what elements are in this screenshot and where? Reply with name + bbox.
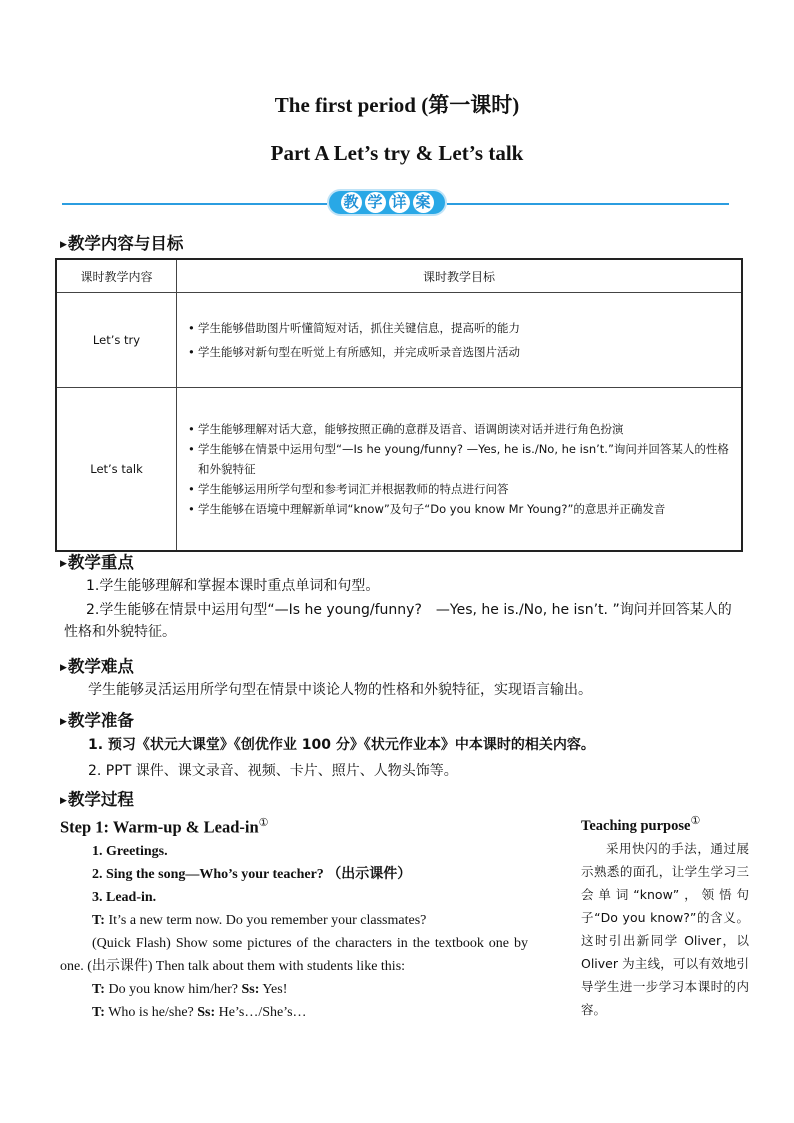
table-cell-goals (177, 388, 743, 552)
section-heading-process: ▶教学过程 (60, 790, 134, 809)
banner-line-right (447, 203, 729, 205)
teacher-line: T: It’s a new term now. Do you remember your classmates? (92, 913, 427, 928)
goal-item: • 学生能够借助图片听懂简短对话，抓住关键信息，提高听的能力 (188, 318, 732, 338)
banner-char: 教 (341, 192, 362, 213)
dialogue-line: T: Do you know him/her? Ss: Yes! (92, 982, 288, 997)
banner-char: 学 (365, 192, 386, 213)
page-subtitle: Part A Let’s try & Let’s talk (270, 141, 524, 165)
step1-item: 3. Lead-in. (92, 890, 157, 905)
section-heading-difficulties: ▶教学难点 (60, 657, 134, 676)
goal-item: • 学生能够理解对话大意，能够按照正确的意群及语音、语调朗读对话并进行角色扮演 (188, 419, 732, 439)
teaching-purpose-text: 采用快闪的手法，通过展示熟悉的面孔，让学生学习三会单词“know”，领悟句子“Do you know?”的含义。这时引出新同学 Oliver，以 Oliver 为主线，可以有效地引导学生进一步学习本课时的内容。 (581, 841, 749, 1017)
step1-title: Step 1: Warm-up & Lead-in① (60, 817, 269, 837)
key-point-2: 2.学生能够在情景中运用句型“—Is he young/funny? —Yes, he is./No, he isn’t. ”询问并回答某人的性格和外貌特征。 (64, 602, 732, 640)
lesson-plan-banner (327, 189, 447, 216)
footnote-mark: ① (258, 817, 269, 829)
table-header-goals: 课时教学目标 (177, 259, 743, 293)
difficulty-text: 学生能够灵活运用所学句型在情景中谈论人物的性格和外貌特征，实现语言输出。 (88, 682, 592, 698)
goal-item: • 学生能够对新句型在听觉上有所感知，并完成听录音选图片活动 (188, 342, 732, 362)
triangle-bullet-icon: ▶ (60, 559, 67, 569)
banner-char: 案 (413, 192, 434, 213)
table-cell-goals (177, 293, 743, 388)
triangle-bullet-icon: ▶ (60, 240, 67, 250)
goal-item: • 学生能够在情景中运用句型“—Is he young/funny? —Yes, he is./No, he isn’t.”询问并回答某人的性格和外貌特征 (188, 439, 732, 479)
table-header-content: 课时教学内容 (56, 259, 177, 293)
goal-item: • 学生能够运用所学句型和参考词汇并根据教师的特点进行问答 (188, 479, 732, 499)
table-cell-content: Let’s try (56, 293, 177, 388)
table-header-row (56, 259, 742, 293)
section-heading-key-points: ▶教学重点 (60, 553, 134, 572)
triangle-bullet-icon: ▶ (60, 717, 67, 727)
goals-table (55, 258, 743, 552)
key-point-1: 1.学生能够理解和掌握本课时重点单词和句型。 (86, 578, 380, 594)
flash-instruction: (Quick Flash) Show some pictures of the characters in the textbook one by one. (出示课件) Then talk about them with students like this: (60, 936, 528, 974)
teaching-purpose-title: Teaching purpose① (581, 815, 701, 834)
footnote-mark: ① (690, 815, 701, 827)
table-row (56, 293, 742, 388)
step1-item: 1. Greetings. (92, 844, 168, 859)
preparation-item-1: 1. 预习《状元大课堂》《创优作业 100 分》《状元作业本》中本课时的相关内容。 (88, 737, 595, 753)
banner-line-left (62, 203, 327, 205)
preparation-item-2: 2. PPT 课件、课文录音、视频、卡片、照片、人物头饰等。 (88, 763, 458, 779)
table-row (56, 388, 742, 552)
dialogue-line: T: Who is he/she? Ss: He’s…/She’s… (92, 1005, 307, 1020)
step1-body (60, 840, 528, 1024)
goal-item: • 学生能够在语境中理解新单词“know”及句子“Do you know Mr Young?”的意思并正确发音 (188, 499, 732, 519)
banner-char: 详 (389, 192, 410, 213)
table-cell-content: Let’s talk (56, 388, 177, 552)
page-title: The first period (第一课时) (274, 93, 520, 117)
section-heading-content-goals: ▶教学内容与目标 (60, 234, 184, 253)
triangle-bullet-icon: ▶ (60, 796, 67, 806)
step1-item: 2. Sing the song—Who’s your teacher? （出示课件） (92, 867, 412, 882)
section-heading-preparation: ▶教学准备 (60, 711, 134, 730)
triangle-bullet-icon: ▶ (60, 663, 67, 673)
